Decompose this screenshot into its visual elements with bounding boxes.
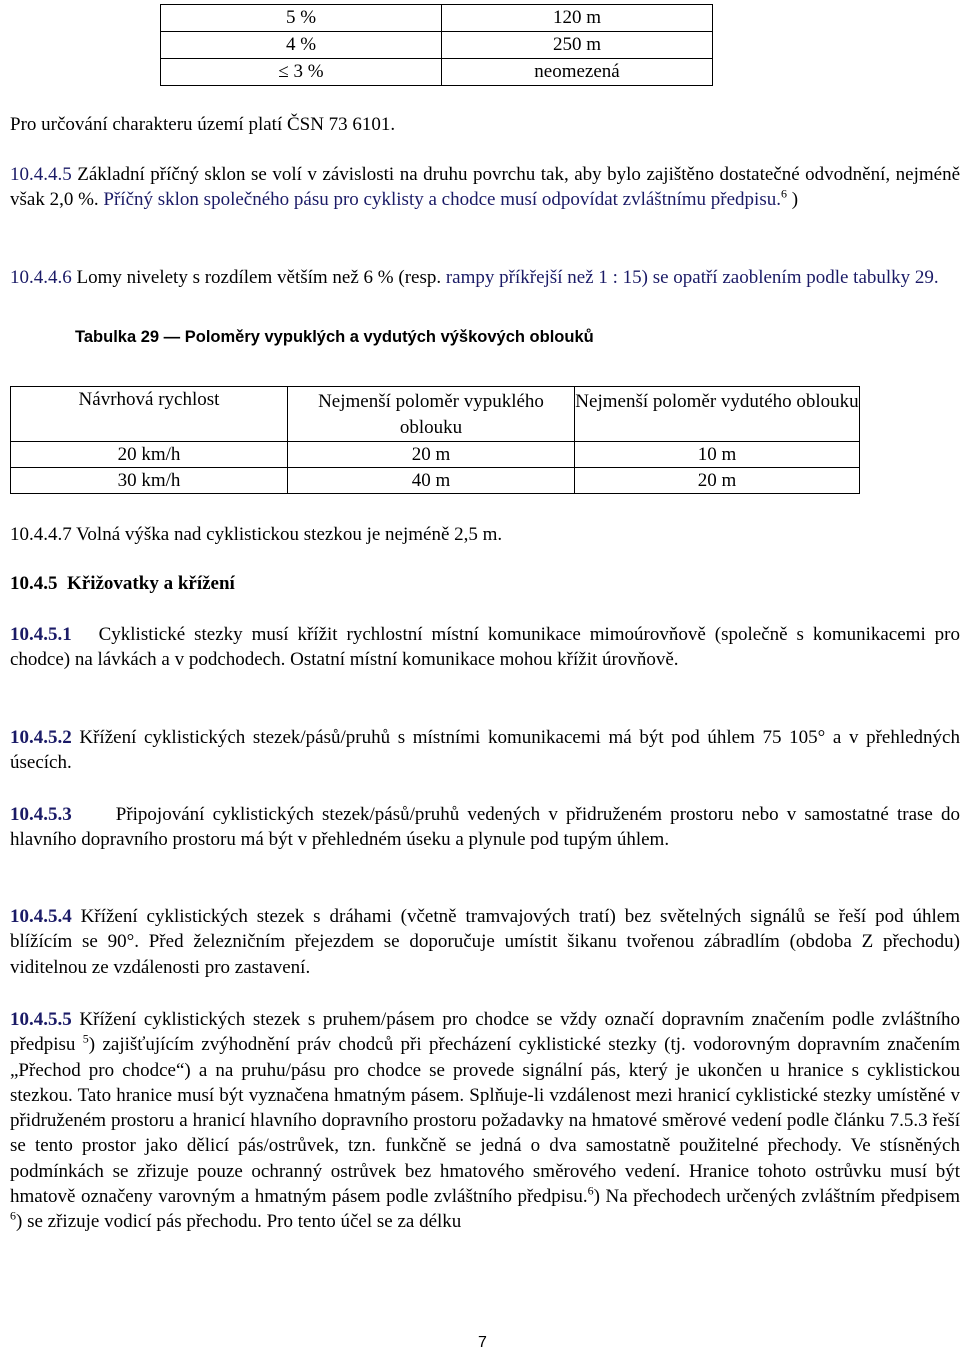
table-cell: 20 m <box>288 442 575 468</box>
paragraph-10-4-5-4 <box>10 904 960 980</box>
paragraph-text: Cyklistické stezky musí křížit rychlostní místní komunikace mimoúrovňově (společně s komunikacemi pro chodce) na lávkách a v podchodech. Ostatní místní komunikace mohou křížit úrovňově. <box>10 624 960 671</box>
section-heading <box>10 571 960 596</box>
section-number: 10.4.5.4 <box>10 906 72 927</box>
paragraph-text: rampy příkřejší než 1 : 15) se opatří zaoblením podle tabulky 29. <box>441 267 939 288</box>
table-cell: 20 m <box>575 468 860 494</box>
section-number: 10.4.4.6 <box>10 267 72 288</box>
section-number: 10.4.5 <box>10 573 58 594</box>
paragraph-10-4-4-5 <box>10 162 960 213</box>
footnote-ref: 6 <box>10 1209 16 1224</box>
paragraph-text: Křížení cyklistických stezek s dráhami (včetně tramvajových tratí) bez světelných signálů se řeší pod úhlem blížícím se 90°. Před železničním přejezdem se doporučuje umístit šikanu tvořenou zábradlím (obdoba Z přechodu) viditelnou ze vzdálenosti pro zastavení. <box>10 906 960 978</box>
paragraph-text: Příčný sklon společného pásu pro cyklisty a chodce musí odpovídat zvláštnímu předpisu. <box>98 189 781 211</box>
table-cell: 30 km/h <box>11 468 288 494</box>
table-cell: 40 m <box>288 468 575 494</box>
paragraph-text: Lomy nivelety s rozdílem větším než 6 % (resp. <box>71 267 442 288</box>
footnote-ref: 6 <box>587 1183 594 1198</box>
header-cell: Návrhová rychlost <box>11 387 288 442</box>
section-number: 10.4.5.3 <box>10 804 72 825</box>
section-title: Křižovatky a křížení <box>67 573 235 594</box>
paragraph-text: ) zajišťujícím zvýhodnění práv chodců při přecházení cyklistické stezky (tj. vodorovným dopravním značením „Přechod pro chodce“) a na pruhu/pásu pro chodce se provede signální pás, který je ukončen u hranice s cyklistickou stezkou. Tato hranice musí být vyznačena hmatným pásem. Splňuje-li vzdálenost mezi hranicí cyklistické stezky umístěné v přidruženém prostoru a hranicí hlavního dopravního prostoru požadavky na hmatové směrové vedení podle článku 7.5.3 řeší se tento prostor jako dělicí pás/ostrůvek, tzn. funkčně se jedná o dva samostatně použitelné přechody. Ve stísněných podmínkách se zřizuje pouze ochranný ostrůvek bez hmatového směrového vedení. Hranice tohoto ostrůvku musí být hmatově označeny varovným a hmatným pásem podle zvláštního předpisu. <box>10 1034 960 1208</box>
paragraph-text: Základní příčný sklon se volí v závislosti na druhu povrchu tak, aby bylo zajištěno dostatečné odvodnění, nejméně však 2,0 %. <box>10 164 960 211</box>
section-number: 10.4.5.2 <box>10 727 72 748</box>
paragraph-text: Křížení cyklistických stezek s pruhem/pásem pro chodce se vždy označí dopravním značením podle zvláštního předpisu <box>10 1009 960 1056</box>
paragraph-text: ) Na přechodech určených zvláštním předpisem <box>593 1186 960 1208</box>
table-cell: 120 m <box>442 5 713 32</box>
footnote-ref: 6 <box>780 186 787 201</box>
paragraph-10-4-5-1 <box>10 622 960 673</box>
paragraph-10-4-4-6 <box>10 265 960 290</box>
paragraph-text: ) se zřizuje vodicí pás přechodu. Pro tento účel se za délku <box>16 1211 462 1233</box>
section-number: 10.4.5.5 <box>10 1009 72 1030</box>
paragraph-text: Křížení cyklistických stezek/pásů/pruhů s místními komunikacemi má být pod úhlem 75 105° a v přehledných úsecích. <box>10 727 960 774</box>
table-cell: neomezená <box>442 59 713 86</box>
paragraph-10-4-5-5 <box>10 1007 960 1235</box>
gradient-length-table <box>160 4 713 86</box>
footnote-ref: 5 <box>82 1031 89 1046</box>
paragraph-csn: Pro určování charakteru území platí ČSN 73 6101. <box>10 114 396 135</box>
section-number: 10.4.5.1 <box>10 624 72 645</box>
paragraph-10-4-5-2 <box>10 725 960 776</box>
table-cell: 10 m <box>575 442 860 468</box>
section-number: 10.4.4.5 <box>10 164 72 185</box>
header-cell: Nejmenší poloměr vydutého oblouku <box>575 387 860 442</box>
table-cell: 5 % <box>161 5 442 32</box>
paragraph-10-4-4-7: 10.4.4.7 Volná výška nad cyklistickou stezkou je nejméně 2,5 m. <box>10 524 503 545</box>
table-cell: 4 % <box>161 32 442 59</box>
table-cell: 250 m <box>442 32 713 59</box>
table-cell: 20 km/h <box>11 442 288 468</box>
header-cell: Nejmenší poloměr vypuklého oblouku <box>288 387 575 442</box>
page-number: 7 <box>478 1334 487 1351</box>
paragraph-text: Připojování cyklistických stezek/pásů/pruhů vedených v přidruženém prostoru nebo v samostatné trase do hlavního dopravního prostoru má být v přehledném úseku a plynule pod tupým úhlem. <box>10 804 960 851</box>
paragraph-text: ) <box>786 189 799 211</box>
table-cell: ≤ 3 % <box>161 59 442 86</box>
table-caption: Tabulka 29 — Poloměry vypuklých a vydutých výškových oblouků <box>75 328 594 346</box>
radius-table <box>10 386 860 494</box>
paragraph-10-4-5-3 <box>10 802 960 853</box>
